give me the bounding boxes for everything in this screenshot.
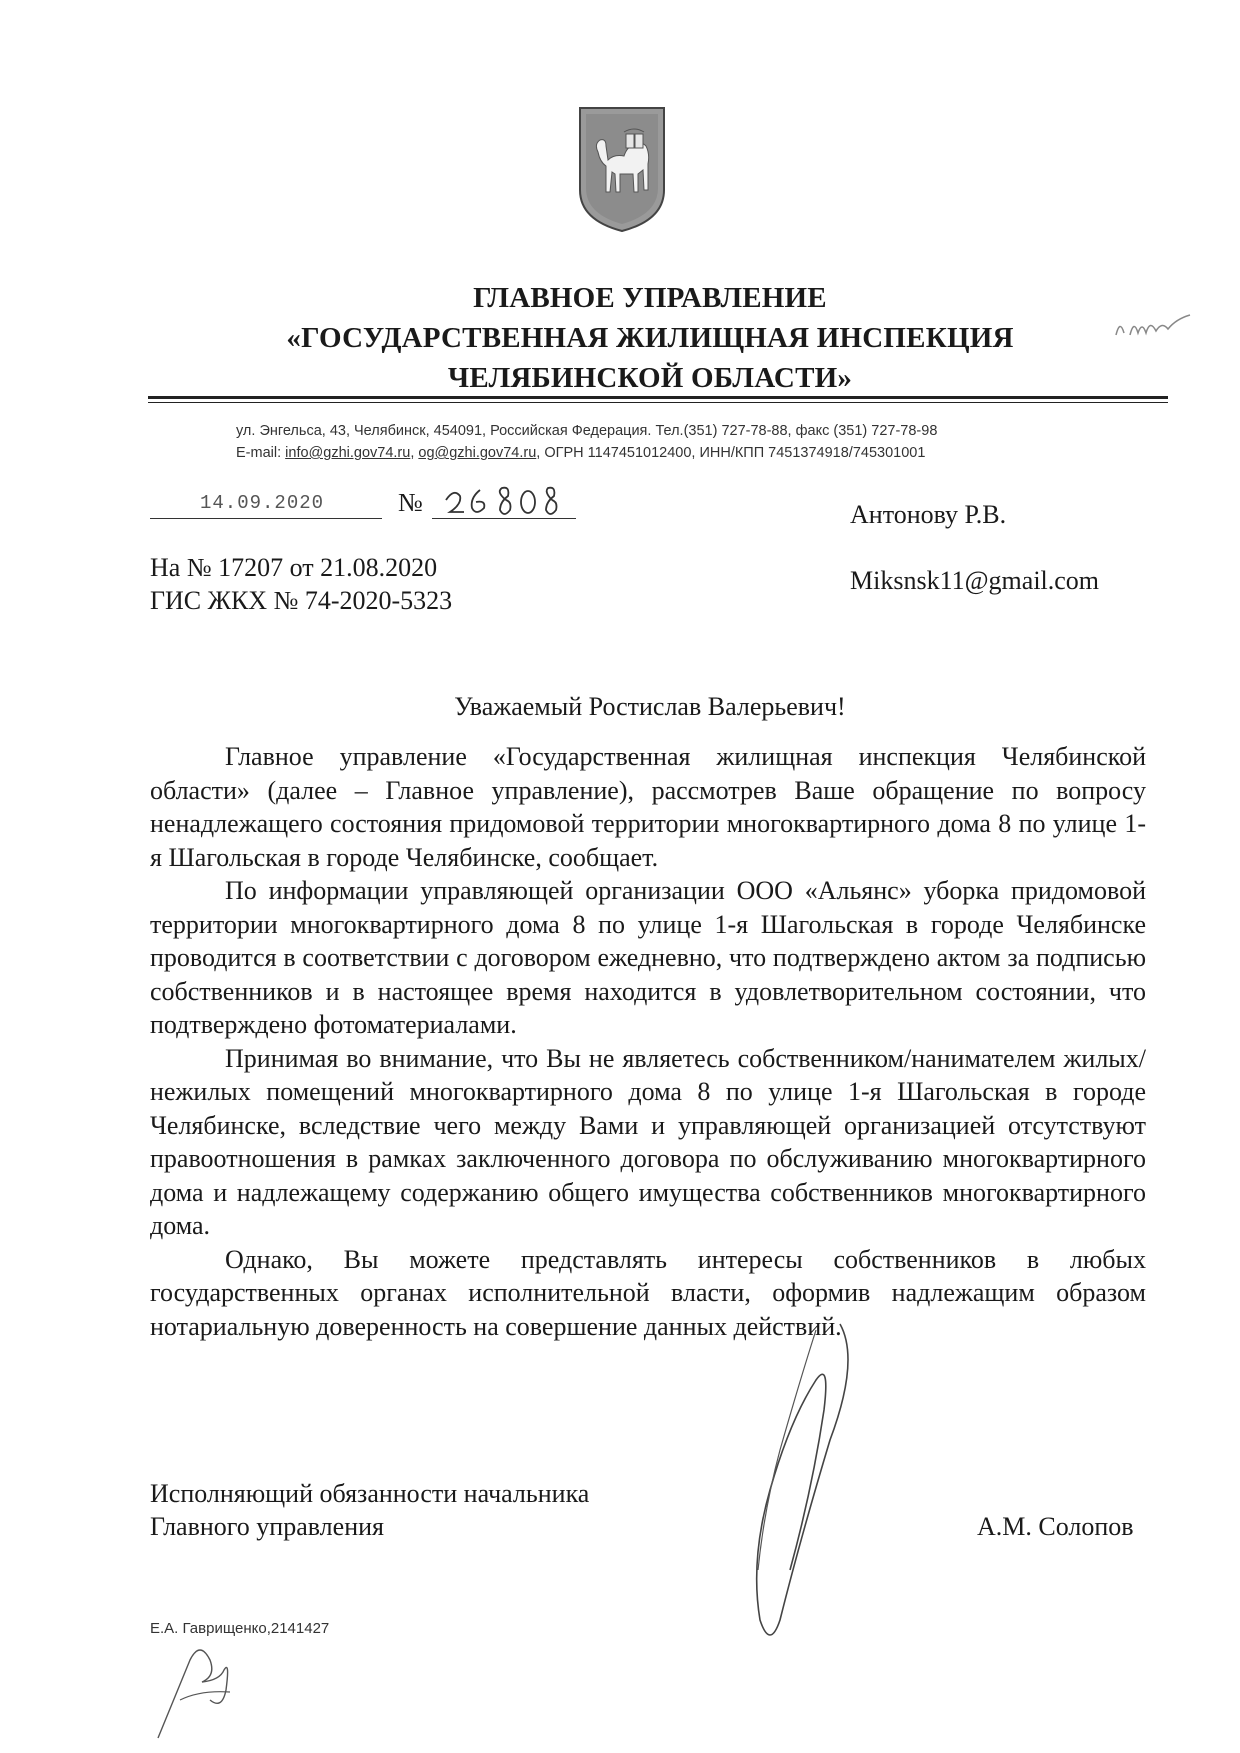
signer-name: А.М. Солопов <box>977 1512 1134 1541</box>
recipient-email: Miksnsk11@gmail.com <box>850 566 1100 595</box>
letter-body <box>150 740 1146 1343</box>
handwritten-registration-number <box>440 478 570 522</box>
address-block <box>236 420 1096 464</box>
signer-position-line-2: Главного управления <box>150 1512 384 1541</box>
email-prefix: E-mail: <box>236 445 286 461</box>
recipient-name: Антонову Р.В. <box>850 500 1007 529</box>
paragraph: Однако, Вы можете представлять интересы собственников в любых государственных органах исполнительной власти, оформив надлежащим образом нотариальную доверенность на совершение данных действий. <box>150 1244 1146 1341</box>
number-sign: № <box>398 488 423 517</box>
paragraph: Главное управление «Государственная жилищная инспекция Челябинской области» (далее – Главное управление), рассмотрев Ваше обращение по вопросу ненадлежащего состояния придомовой территории многоквартирного дома 8 по улице 1-я Шагольская в городе Челябинске, сообщает. <box>150 742 1146 872</box>
org-line-3: ЧЕЛЯБИНСКОЙ ОБЛАСТИ» <box>447 362 853 394</box>
coat-of-arms-icon <box>576 104 668 234</box>
signer-position-line-1: Исполняющий обязанности начальника <box>150 1479 590 1508</box>
gis-reference: ГИС ЖКХ № 74-2020-5323 <box>150 586 453 615</box>
email-link-info[interactable]: info@gzhi.gov74.ru <box>285 445 411 461</box>
executor-info: Е.А. Гаврищенко,2141427 <box>150 1620 330 1637</box>
handwritten-margin-mark <box>1110 305 1200 345</box>
date-underline <box>150 518 382 519</box>
reference-number: На № 17207 от 21.08.2020 <box>150 553 438 582</box>
org-line-1: ГЛАВНОЕ УПРАВЛЕНИЕ <box>473 282 827 314</box>
paragraph: Принимая во внимание, что Вы не являетесь собственником/нанимателем жилых/нежилых помещений многоквартирного дома 8 по улице 1-я Шагольская в городе Челябинске, вследствие чего между Вами и управляющей организацией отсутствуют правоотношения в рамках заключенного договора по обслуживанию многоквартирного дома и надлежащему содержанию общего имущества собственников многоквартирного дома. <box>150 1043 1146 1240</box>
address-line: ул. Энгельса, 43, Челябинск, 454091, Российская Федерация. Тел.(351) 727-78-88, факс (351) 727-78-98 <box>236 423 938 439</box>
header-rule-thin <box>148 402 1168 403</box>
handwritten-initials <box>150 1630 270 1740</box>
registry-info: , ОГРН 1147451012400, ИНН/КПП 7451374918/745301001 <box>536 445 926 461</box>
organization-name <box>180 278 1120 398</box>
handwritten-signature <box>720 1320 870 1650</box>
header-rule-thick <box>148 396 1168 399</box>
greeting: Уважаемый Ростислав Валерьевич! <box>454 692 846 721</box>
org-line-2: «ГОСУДАРСТВЕННАЯ ЖИЛИЩНАЯ ИНСПЕКЦИЯ <box>286 322 1014 354</box>
email-link-og[interactable]: og@gzhi.gov74.ru <box>418 445 537 461</box>
registration-date: 14.09.2020 <box>200 492 325 514</box>
email-separator: , <box>410 445 419 461</box>
contacts-line <box>236 442 1096 464</box>
paragraph: По информации управляющей организации ООО «Альянс» уборка придомовой территории многоквартирного дома 8 по улице 1-я Шагольская в городе Челябинске проводится в соответствии с договором ежедневно, что подтверждено актом за подписью собственников и в настоящее время находится в удовлетворительном состоянии, что подтверждено фотоматериалами. <box>150 876 1146 1039</box>
